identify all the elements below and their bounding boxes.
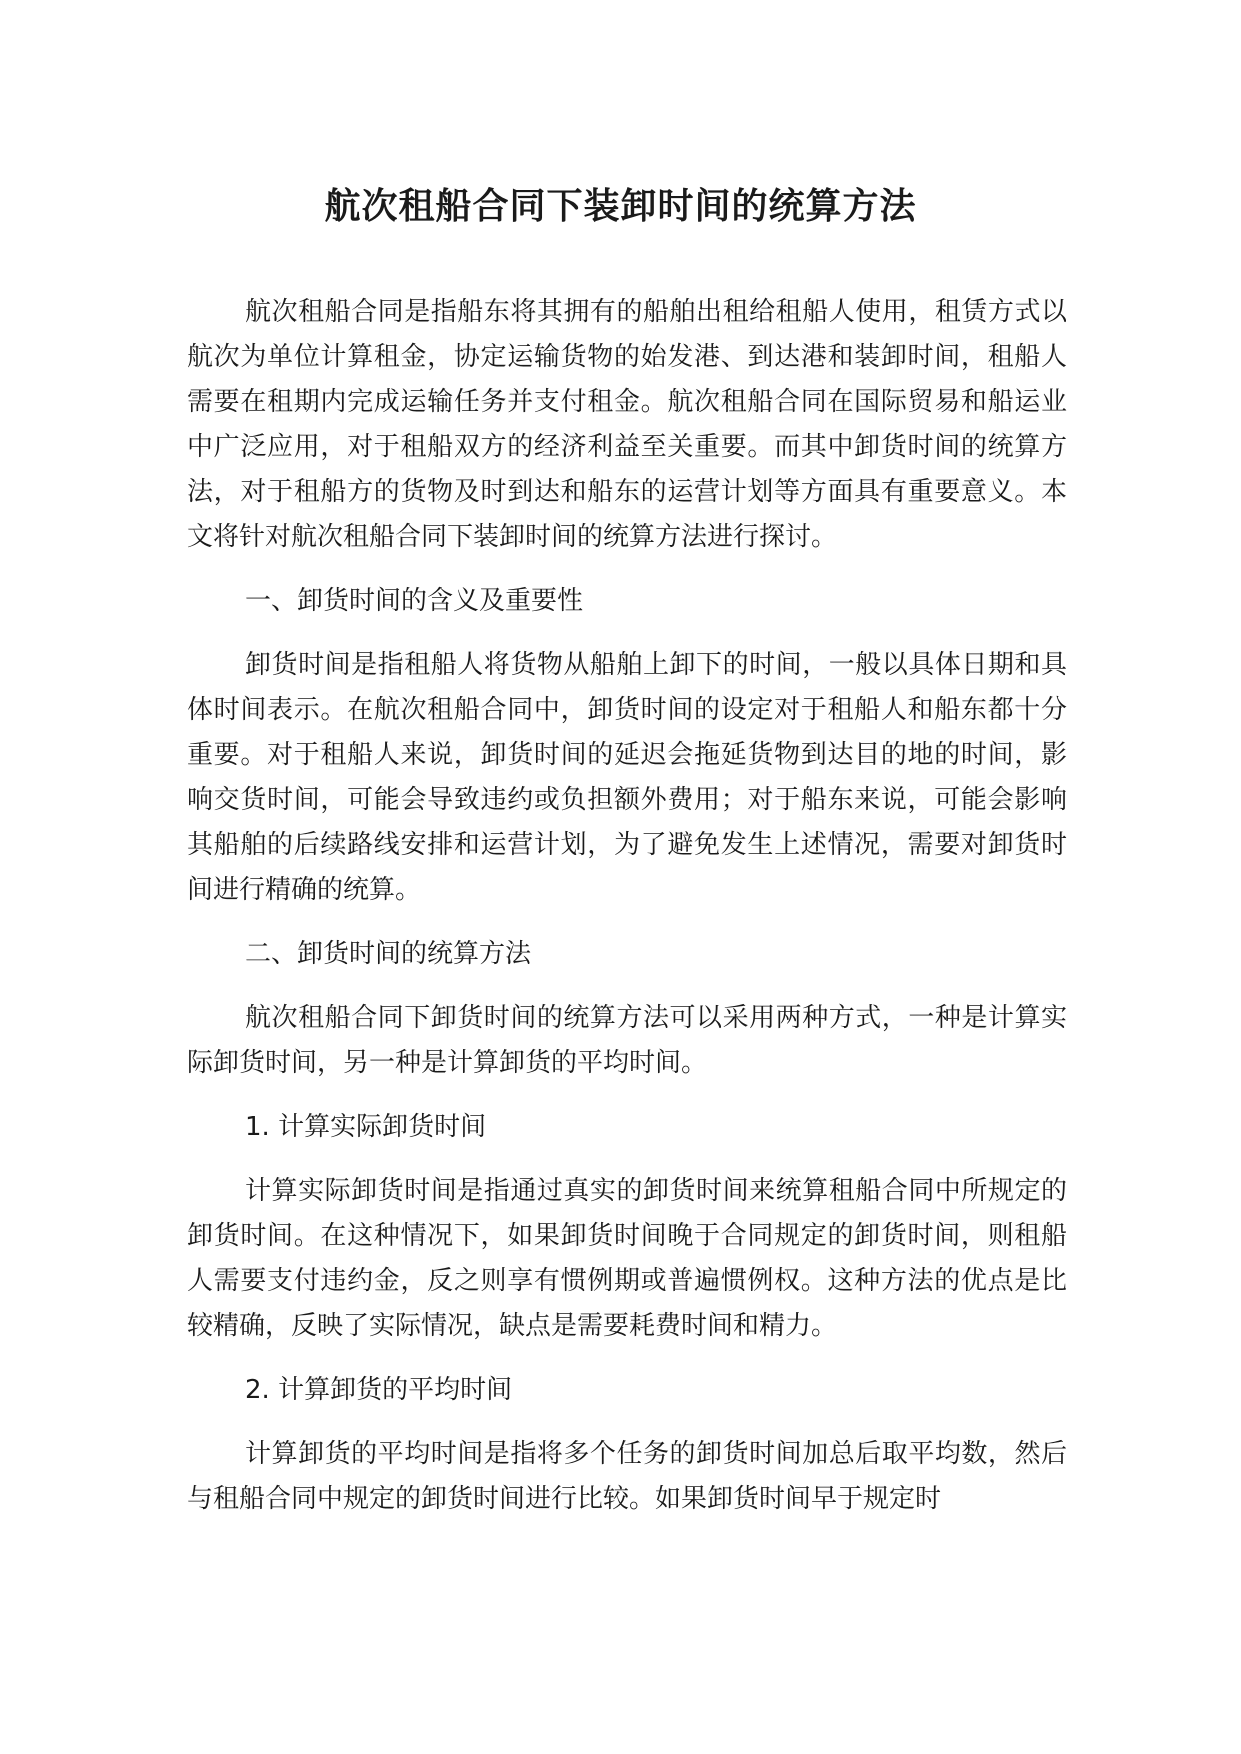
paragraph-methods: 航次租船合同下卸货时间的统算方法可以采用两种方式，一种是计算实际卸货时间，另一种是计算卸货的平均时间。 (187, 1003, 1067, 1078)
section-heading-1: 一、卸货时间的含义及重要性 (245, 586, 584, 616)
document-title: 航次租船合同下装卸时间的统算方法 (324, 186, 917, 227)
section-heading-2: 二、卸货时间的统算方法 (245, 939, 532, 969)
paragraph-definition: 卸货时间是指租船人将货物从船舶上卸下的时间，一般以具体日期和具体时间表示。在航次租船合同中，卸货时间的设定对于租船人和船东都十分重要。对于租船人来说，卸货时间的延迟会拖延货物到达目的地的时间，影响交货时间，可能会导致违约或负担额外费用；对于船东来说，可能会影响其船舶的后续路线安排和运营计划，为了避免发生上述情况，需要对卸货时间进行精确的统算。 (187, 650, 1067, 905)
paragraph-intro: 航次租船合同是指船东将其拥有的船舶出租给租船人使用，租赁方式以航次为单位计算租金，协定运输货物的始发港、到达港和装卸时间，租船人需要在租期内完成运输任务并支付租金。航次租船合同在国际贸易和船运业中广泛应用，对于租船双方的经济利益至关重要。而其中卸货时间的统算方法，对于租船方的货物及时到达和船东的运营计划等方面具有重要意义。本文将针对航次租船合同下装卸时间的统算方法进行探讨。 (187, 297, 1067, 552)
subsection-heading-2: 2. 计算卸货的平均时间 (245, 1375, 513, 1405)
paragraph-average-time: 计算卸货的平均时间是指将多个任务的卸货时间加总后取平均数，然后与租船合同中规定的卸货时间进行比较。如果卸货时间早于规定时 (187, 1439, 1067, 1514)
subsection-heading-1: 1. 计算实际卸货时间 (245, 1112, 487, 1142)
paragraph-actual-time: 计算实际卸货时间是指通过真实的卸货时间来统算租船合同中所规定的卸货时间。在这种情况下，如果卸货时间晚于合同规定的卸货时间，则租船人需要支付违约金，反之则享有惯例期或普遍惯例权。这种方法的优点是比较精确，反映了实际情况，缺点是需要耗费时间和精力。 (187, 1176, 1067, 1341)
document-body (187, 290, 1067, 1541)
